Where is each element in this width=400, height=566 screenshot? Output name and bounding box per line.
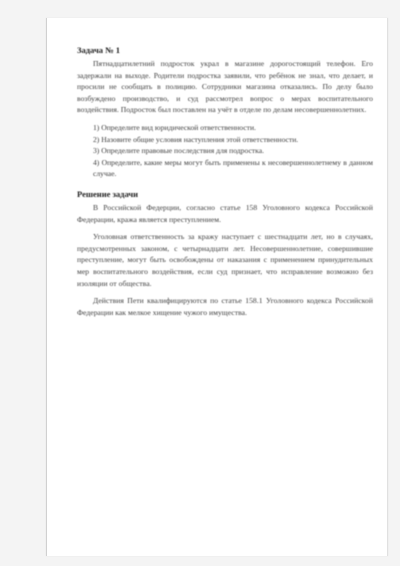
solution-paragraph-1: В Российской Федерции, согласно статье 158 Уголовного кодекса Российской Федерации, кража является преступлением. (77, 202, 373, 224)
task-heading: Задача № 1 (77, 45, 121, 55)
solution-paragraph-3: Действия Пети квалифицируются по статье 158.1 Уголовного кодекса Российской Федерации как мелкое хищение чужого имущества. (77, 296, 373, 317)
solution-paragraph-2: Уголовная ответственность за кражу наступает с шестнадцати лет, но в случаях, предусмотренных законом, с четырнадцати лет. Несовершеннолетние, совершившие преступление, могут быть освобождены от наказания с применением принудительных мер воспитательного воздействия, если суд признает, что исправление возможно без изоляции от общества. (77, 232, 373, 288)
task-question-2: 2) Назовите общие условия наступления этой ответственности. (93, 134, 299, 144)
solution-heading: Решение задачи (77, 188, 139, 199)
task-paragraph: Пятнадцатилетний подросток украл в магазине дорогостоящий телефон. Его задержали на выходе. Родители подростка заявили, что ребёнок не знал, что делает, и просили не сообщать в полицию. Сотрудники магазина отказались. По делу было возбуждено производство, и суд рассмотрел вопрос о мерах воспитательного воздействия. Подросток был поставлен на учёт в отделе по делам несовершеннолетних. (77, 59, 373, 115)
document-content (77, 44, 373, 318)
task-question-4: 4) Определите, какие меры могут быть применены к несовершеннолетнему в данном случае. (93, 157, 373, 179)
document-page (46, 18, 388, 556)
task-question-1: 1) Определите вид юридической ответственности. (93, 122, 256, 132)
task-question-3: 3) Определите правовые последствия для подростка. (93, 146, 264, 156)
